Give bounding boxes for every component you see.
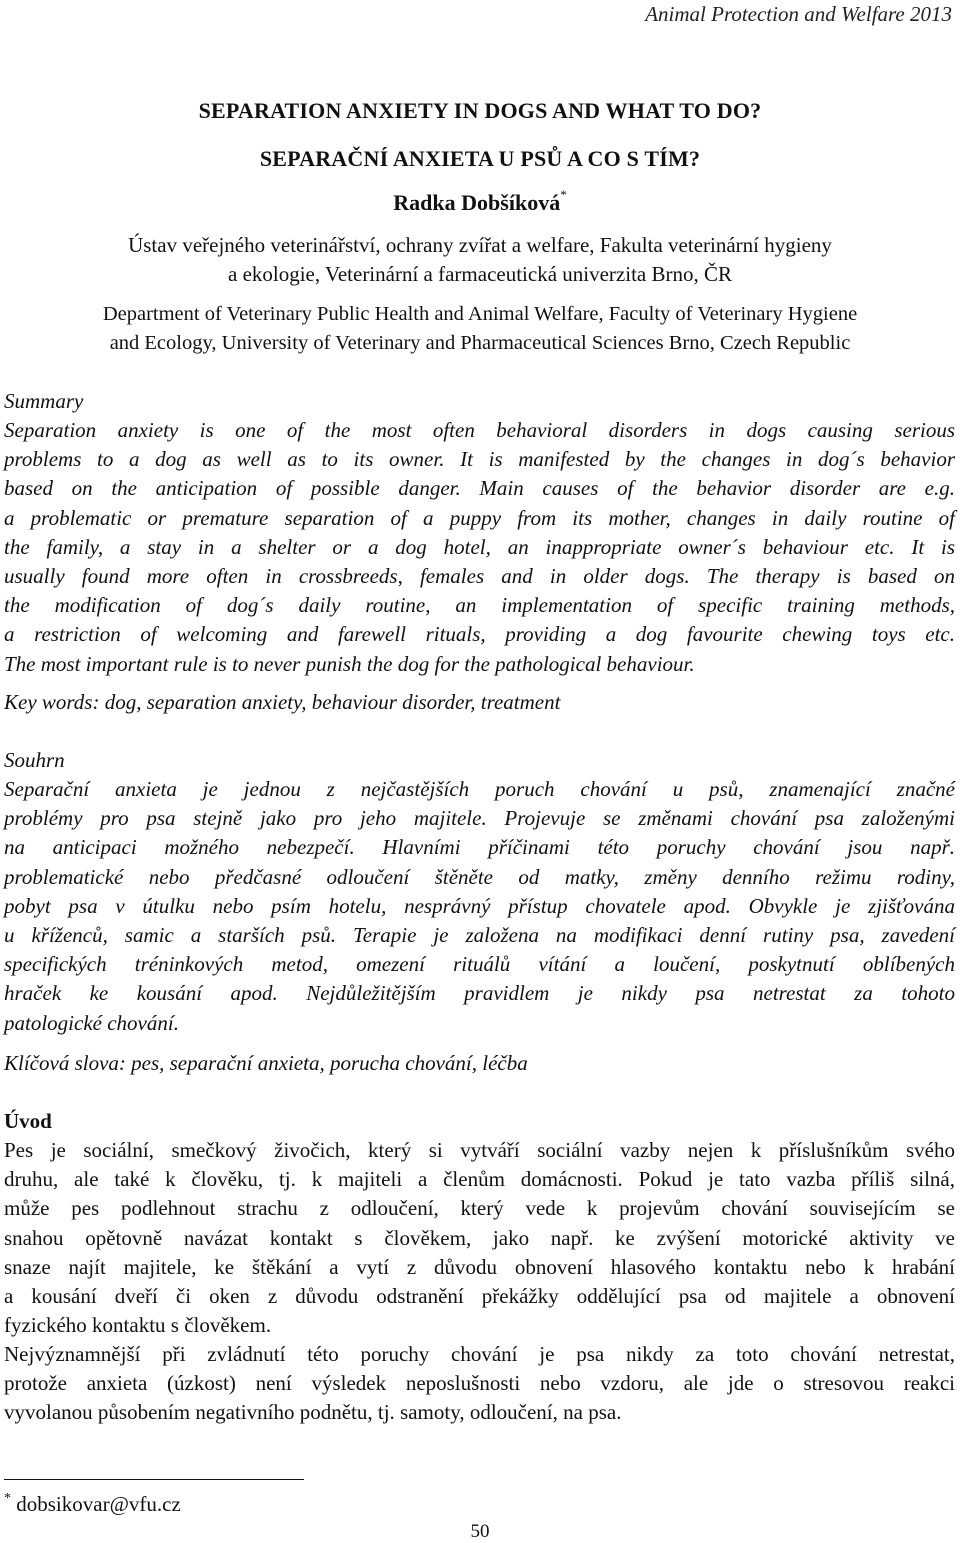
body-line: snahou opětovně navázat kontakt s člověkem, jako např. ke zvýšení motorické aktivity ve bbox=[4, 1225, 955, 1250]
souhrn-line: Separační anxieta je jednou z nejčastějších poruch chování u psů, znamenající značné bbox=[4, 777, 955, 801]
affiliation-line: Ústav veřejného veterinářství, ochrany zvířat a welfare, Fakulta veterinární hygieny bbox=[128, 233, 832, 257]
souhrn-line: patologické chování. bbox=[4, 1010, 179, 1035]
intro-paragraph-2 bbox=[4, 1340, 955, 1428]
body-line: fyzického kontaktu s člověkem. bbox=[4, 1313, 272, 1338]
summary-line: problems to a dog as well as to its owner. It is manifested by the changes in dog´s behavior bbox=[4, 447, 955, 472]
souhrn-line: na anticipaci možného nebezpečí. Hlavními příčinami této poruchy chování jsou např. bbox=[4, 835, 955, 860]
footnote-divider bbox=[4, 1479, 304, 1480]
summary-line: based on the anticipation of possible danger. Main causes of the behavior disorder are e.g. bbox=[4, 476, 955, 501]
souhrn-line: specifických tréninkových metod, omezení rituálů vítání a loučení, poskytnutí oblíbených bbox=[4, 952, 955, 977]
souhrn-keywords: Klíčová slova: pes, separační anxieta, porucha chování, léčba bbox=[4, 1051, 528, 1075]
summary-line: the modification of dog´s daily routine, an implementation of specific training methods, bbox=[4, 593, 955, 618]
affiliation-line: Department of Veterinary Public Health and Animal Welfare, Faculty of Veterinary Hygiene bbox=[102, 303, 858, 325]
body-line: snaze najít majitele, ke štěkání a vytí z důvodu obnovení hlasového kontaktu nebo k hrabání bbox=[4, 1254, 955, 1279]
body-line: druhu, ale také k člověku, tj. k majiteli a členům domácnosti. Pokud je tato vazba příliš silná, bbox=[4, 1167, 955, 1192]
souhrn-line: hraček ke kousání apod. Nejdůležitějším pravidlem je nikdy psa netrestat za tohoto bbox=[4, 981, 955, 1006]
summary-heading: Summary bbox=[4, 389, 84, 413]
footnote-email: dobsikovar@vfu.cz bbox=[16, 1492, 181, 1516]
body-line: a kousání dveří či oken z důvodu odstranění překážky oddělující psa od majitele a obnovení bbox=[4, 1284, 955, 1309]
summary-keywords: Key words: dog, separation anxiety, behaviour disorder, treatment bbox=[4, 690, 561, 714]
affiliation-line: and Ecology, University of Veterinary and Pharmaceutical Sciences Brno, Czech Republic bbox=[109, 332, 851, 354]
body-line: protože anxieta (úzkost) není výsledek neposlušnosti nebo vzdoru, ale jde o stresovou reakci bbox=[4, 1371, 955, 1396]
affiliation-czech bbox=[0, 231, 960, 289]
intro-paragraph-1 bbox=[4, 1136, 955, 1340]
body-line: může pes podlehnout strachu z odloučení, který vede k projevům chování souvisejícím se bbox=[4, 1196, 955, 1221]
summary-abstract bbox=[4, 416, 955, 679]
summary-line: the family, a stay in a shelter or a dog hotel, an inappropriate owner´s behaviour etc. It is bbox=[4, 534, 955, 559]
body-line: Pes je sociální, smečkový živočich, který si vytváří sociální vazby nejen k příslušníkům svého bbox=[4, 1138, 955, 1162]
author-footnote-marker: * bbox=[560, 187, 567, 202]
body-line: Nejvýznamnější při zvládnutí této poruchy chování je psa nikdy za toto chování netrestat, bbox=[4, 1342, 955, 1366]
running-header: Animal Protection and Welfare 2013 bbox=[645, 2, 952, 26]
souhrn-line: pobyt psa v útulku nebo psím hotelu, nesprávný přístup chovatele apod. Obvykle je zjišťována bbox=[4, 893, 955, 918]
souhrn-abstract bbox=[4, 775, 955, 1038]
souhrn-line: u kříženců, samic a starších psů. Terapie je založena na modifikaci denní rutiny psa, zavedení bbox=[4, 923, 955, 948]
summary-line: Separation anxiety is one of the most often behavioral disorders in dogs causing serious bbox=[4, 418, 955, 442]
title-czech: SEPARAČNÍ ANXIETA U PSŮ A CO S TÍM? bbox=[259, 146, 701, 171]
affiliation-english bbox=[0, 300, 960, 358]
author-name: Radka Dobšíková bbox=[393, 190, 561, 215]
summary-line: a restriction of welcoming and farewell rituals, providing a dog favourite chewing toys etc. bbox=[4, 622, 955, 647]
summary-line: a problematic or premature separation of a puppy from its mother, changes in daily routine of bbox=[4, 505, 955, 530]
summary-line: usually found more often in crossbreeds, females and in older dogs. The therapy is based on bbox=[4, 564, 955, 589]
souhrn-line: problémy pro psa stejně jako pro jeho majitele. Projevuje se změnami chování psa založenými bbox=[4, 806, 955, 831]
page-number: 50 bbox=[470, 1521, 490, 1542]
title-english: SEPARATION ANXIETY IN DOGS AND WHAT TO DO? bbox=[198, 98, 762, 123]
intro-heading: Úvod bbox=[4, 1109, 52, 1133]
footnote-marker: * bbox=[4, 1491, 11, 1506]
footnote bbox=[4, 1491, 181, 1517]
author-line bbox=[0, 187, 960, 216]
souhrn-line: problematické nebo předčasné odloučení štěněte od matky, změny denního režimu rodiny, bbox=[4, 864, 955, 889]
souhrn-heading: Souhrn bbox=[4, 748, 65, 772]
affiliation-line: a ekologie, Veterinární a farmaceutická univerzita Brno, ČR bbox=[228, 262, 732, 286]
body-line: vyvolanou působením negativního podnětu, tj. samoty, odloučení, na psa. bbox=[4, 1400, 622, 1425]
summary-line: The most important rule is to never punish the dog for the pathological behaviour. bbox=[4, 651, 695, 676]
